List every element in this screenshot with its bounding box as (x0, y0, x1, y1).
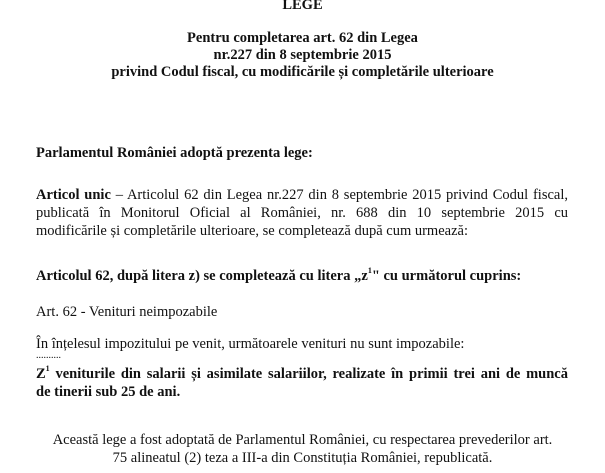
closing-line-2: 75 alineatul (2) teza a III-a din Constituția României, republicată. (112, 450, 493, 466)
amendment-heading-main: Articolul 62, după litera z) se completează cu litera „z (36, 268, 368, 284)
subtitle-line-3: privind Codul fiscal, cu modificările și completările ulterioare (111, 64, 494, 80)
amendment-heading (36, 268, 521, 285)
z1-line-2: de tinerii sub 25 de ani. (36, 384, 181, 400)
article-line-1 (36, 187, 568, 204)
subtitle-line-1: Pentru completarea art. 62 din Legea (187, 30, 418, 46)
amendment-heading-sup: 1 (367, 266, 372, 276)
amendment-heading-end: " cu următorul cuprins: (371, 268, 522, 284)
z1-text-1: veniturile din salarii și asimilate salariilor, realizate în primii trei ani de muncă (49, 366, 568, 382)
z-sup: 1 (45, 364, 50, 374)
subtitle-line-2: nr.227 din 8 septembrie 2015 (213, 47, 392, 63)
article-62-title: Art. 62 - Venituri neimpozabile (36, 304, 218, 320)
article-62-intro: În înțelesul impozitului pe venit, următoarele venituri nu sunt impozabile: (36, 336, 465, 352)
article-line-2: publicată în Monitorul Oficial al României, nr. 688 din 10 septembrie 2015 cu (36, 205, 568, 221)
article-unic-label: Articol unic (36, 187, 111, 203)
preamble: Parlamentul României adoptă prezenta lege: (36, 145, 313, 161)
ellipsis: .......... (36, 350, 61, 361)
document-title: LEGE (282, 0, 323, 13)
z1-line-1 (36, 366, 568, 383)
article-line-3: modificările și completările ulterioare, se completează după cum urmează: (36, 223, 468, 239)
article-line-1-text: – Articolul 62 din Legea nr.227 din 8 septembrie 2015 privind Codul fiscal, (110, 187, 569, 203)
z-letter: Z (36, 366, 46, 382)
closing-line-1: Această lege a fost adoptată de Parlamentul României, cu respectarea prevederilor art. (52, 432, 553, 448)
